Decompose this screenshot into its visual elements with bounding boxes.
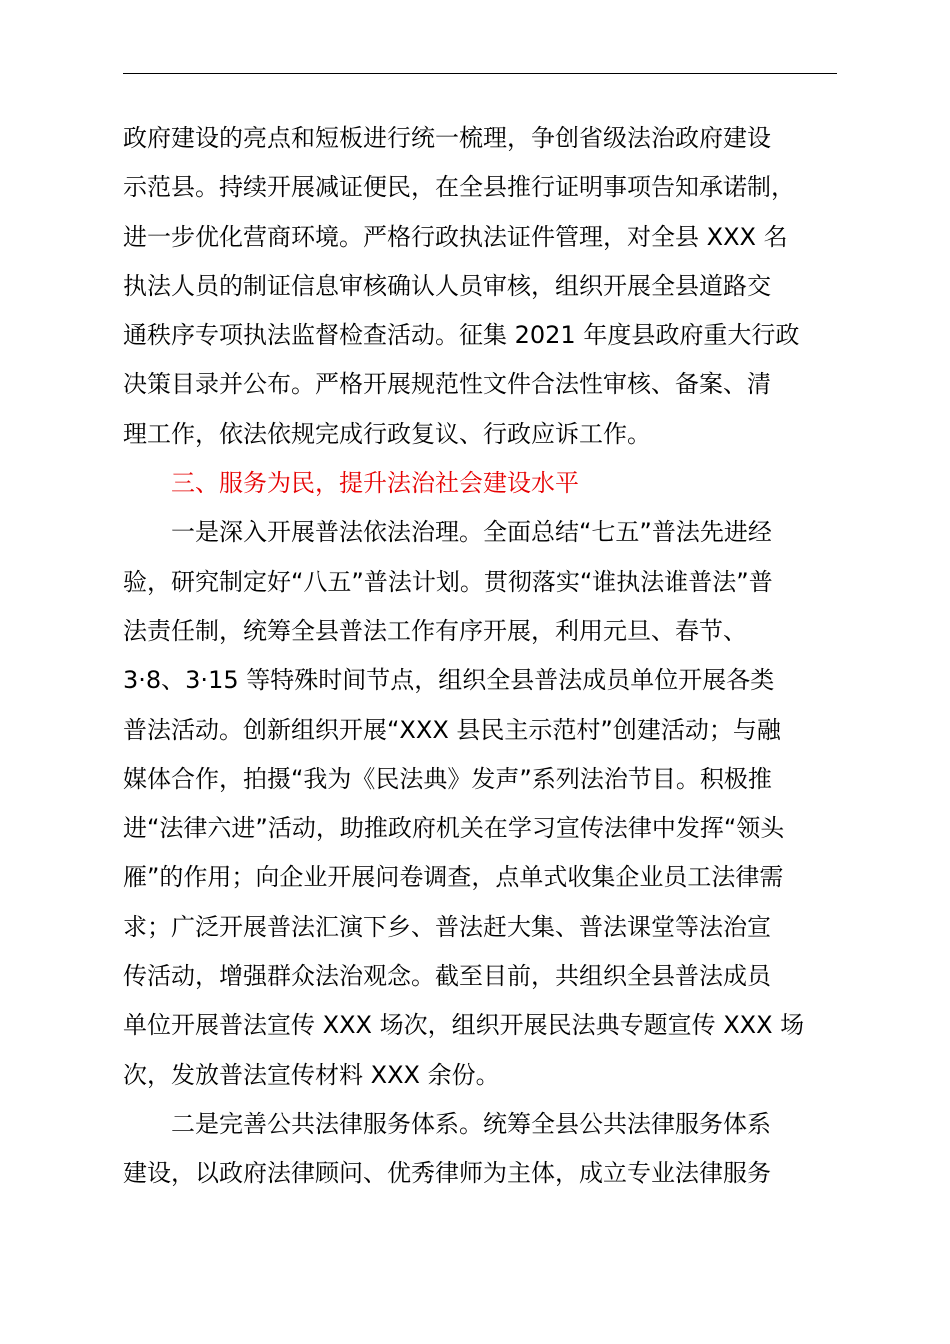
text-line: 通秩序专项执法监督检查活动。征集 2021 年度县政府重大行政 [123,321,800,350]
section-heading: 三、服务为民，提升法治社会建设水平 [171,469,579,498]
text-line: 单位开展普法宣传 XXX 场次，组织开展民法典专题宣传 XXX 场 [123,1011,805,1040]
text-line: 执法人员的制证信息审核确认人员审核，组织开展全县道路交 [123,271,771,300]
text-line: 普法活动。创新组织开展“XXX 县民主示范村”创建活动；与融 [123,715,781,744]
text-line: 次，发放普法宣传材料 XXX 余份。 [123,1060,500,1089]
text-line: 决策目录并公布。严格开展规范性文件合法性审核、备案、清 [123,370,771,399]
text-line: 进一步优化营商环境。严格行政执法证件管理，对全县 XXX 名 [123,222,788,251]
text-line: 法责任制，统筹全县普法工作有序开展，利用元旦、春节、 [123,616,747,645]
text-line: 雁”的作用；向企业开展问卷调查，点单式收集企业员工法律需 [123,863,784,892]
text-line: 一是深入开展普法依法治理。全面总结“七五”普法先进经 [171,518,772,547]
header-rule [123,73,837,74]
document-body [123,114,843,1199]
text-line: 验，研究制定好“八五”普法计划。贯彻落实“谁执法谁普法”普 [123,567,773,596]
text-line: 进“法律六进”活动，助推政府机关在学习宣传法律中发挥“领头 [123,814,785,843]
text-line: 传活动，增强群众法治观念。截至目前，共组织全县普法成员 [123,962,771,991]
text-line: 示范县。持续开展减证便民，在全县推行证明事项告知承诺制， [123,173,795,202]
text-line: 二是完善公共法律服务体系。统筹全县公共法律服务体系 [171,1109,771,1138]
text-line: 理工作，依法依规完成行政复议、行政应诉工作。 [123,419,651,448]
text-line: 求；广泛开展普法汇演下乡、普法赶大集、普法课堂等法治宣 [123,912,771,941]
text-line: 媒体合作，拍摄“我为《民法典》发声”系列法治节目。积极推 [123,764,772,793]
text-line: 政府建设的亮点和短板进行统一梳理，争创省级法治政府建设 [123,124,771,152]
text-line: 3·8、3·15 等特殊时间节点，组织全县普法成员单位开展各类 [123,666,775,695]
text-line: 建设，以政府法律顾问、优秀律师为主体，成立专业法律服务 [123,1159,771,1188]
